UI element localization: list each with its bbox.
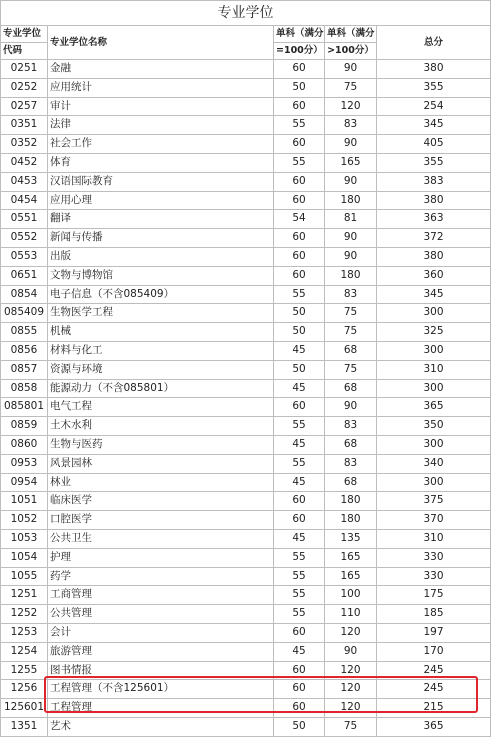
row-total: 330 — [377, 548, 491, 567]
row-single-100: 55 — [274, 417, 325, 436]
row-code: 1051 — [1, 492, 48, 511]
table-row — [1, 492, 491, 511]
row-code: 0552 — [1, 229, 48, 248]
row-single-100: 60 — [274, 398, 325, 417]
table-row — [1, 135, 491, 154]
row-single-100: 60 — [274, 135, 325, 154]
row-single-gt100: 75 — [325, 717, 377, 736]
row-single-gt100: 120 — [325, 97, 377, 116]
table-row — [1, 661, 491, 680]
row-total: 254 — [377, 97, 491, 116]
row-single-gt100: 75 — [325, 360, 377, 379]
row-single-100: 55 — [274, 153, 325, 172]
row-single-gt100: 68 — [325, 435, 377, 454]
header-single-gt100: 单科（满分 — [325, 26, 377, 43]
table-row — [1, 435, 491, 454]
row-total: 345 — [377, 116, 491, 135]
row-total: 372 — [377, 229, 491, 248]
row-code: 125601 — [1, 699, 48, 718]
row-single-gt100: 165 — [325, 153, 377, 172]
header-code: 专业学位 — [1, 26, 48, 43]
row-name: 材料与化工 — [48, 341, 274, 360]
row-single-gt100: 90 — [325, 60, 377, 79]
row-code: 0858 — [1, 379, 48, 398]
row-code: 0954 — [1, 473, 48, 492]
row-total: 405 — [377, 135, 491, 154]
row-single-100: 60 — [274, 60, 325, 79]
row-single-100: 60 — [274, 511, 325, 530]
row-single-gt100: 135 — [325, 529, 377, 548]
row-single-gt100: 68 — [325, 473, 377, 492]
table-row — [1, 172, 491, 191]
row-name: 生物医学工程 — [48, 304, 274, 323]
row-single-100: 45 — [274, 435, 325, 454]
row-code: 0251 — [1, 60, 48, 79]
row-total: 245 — [377, 661, 491, 680]
row-single-gt100: 68 — [325, 379, 377, 398]
row-total: 365 — [377, 398, 491, 417]
row-single-100: 50 — [274, 360, 325, 379]
row-single-100: 60 — [274, 492, 325, 511]
table-row — [1, 473, 491, 492]
row-name: 艺术 — [48, 717, 274, 736]
row-total: 380 — [377, 247, 491, 266]
row-name: 法律 — [48, 116, 274, 135]
row-code: 0860 — [1, 435, 48, 454]
row-code: 0857 — [1, 360, 48, 379]
row-code: 085801 — [1, 398, 48, 417]
row-code: 1256 — [1, 680, 48, 699]
row-single-gt100: 75 — [325, 78, 377, 97]
row-total: 350 — [377, 417, 491, 436]
row-single-100: 60 — [274, 623, 325, 642]
row-name: 公共卫生 — [48, 529, 274, 548]
row-code: 0453 — [1, 172, 48, 191]
row-single-gt100: 90 — [325, 247, 377, 266]
row-total: 300 — [377, 473, 491, 492]
row-name: 审计 — [48, 97, 274, 116]
row-code: 0855 — [1, 323, 48, 342]
row-single-100: 60 — [274, 699, 325, 718]
row-name: 旅游管理 — [48, 642, 274, 661]
row-single-100: 45 — [274, 473, 325, 492]
row-single-100: 45 — [274, 341, 325, 360]
row-name: 护理 — [48, 548, 274, 567]
row-total: 175 — [377, 586, 491, 605]
row-single-gt100: 100 — [325, 586, 377, 605]
row-single-gt100: 180 — [325, 511, 377, 530]
row-code: 1253 — [1, 623, 48, 642]
row-code: 0651 — [1, 266, 48, 285]
row-total: 365 — [377, 717, 491, 736]
row-single-100: 50 — [274, 304, 325, 323]
row-code: 0856 — [1, 341, 48, 360]
table-row — [1, 323, 491, 342]
row-total: 360 — [377, 266, 491, 285]
row-total: 375 — [377, 492, 491, 511]
row-single-100: 45 — [274, 642, 325, 661]
table-row — [1, 680, 491, 699]
table-row — [1, 717, 491, 736]
row-single-gt100: 90 — [325, 172, 377, 191]
row-total: 310 — [377, 360, 491, 379]
row-single-100: 45 — [274, 379, 325, 398]
table-row — [1, 417, 491, 436]
row-single-gt100: 120 — [325, 699, 377, 718]
row-single-gt100: 83 — [325, 116, 377, 135]
header-name: 专业学位名称 — [48, 26, 274, 60]
row-single-100: 60 — [274, 229, 325, 248]
row-total: 355 — [377, 153, 491, 172]
table-row — [1, 153, 491, 172]
row-code: 1254 — [1, 642, 48, 661]
table-row — [1, 229, 491, 248]
row-single-gt100: 90 — [325, 642, 377, 661]
row-name: 新闻与传播 — [48, 229, 274, 248]
table-row — [1, 548, 491, 567]
table-row — [1, 398, 491, 417]
table-row — [1, 567, 491, 586]
header-single-100: 单科（满分 — [274, 26, 325, 43]
table-row — [1, 605, 491, 624]
row-single-100: 60 — [274, 661, 325, 680]
table-row — [1, 699, 491, 718]
row-single-100: 55 — [274, 605, 325, 624]
table-row — [1, 116, 491, 135]
row-single-100: 60 — [274, 680, 325, 699]
table-row — [1, 191, 491, 210]
row-code: 1252 — [1, 605, 48, 624]
table-row — [1, 285, 491, 304]
row-name: 药学 — [48, 567, 274, 586]
row-total: 300 — [377, 435, 491, 454]
row-code: 0454 — [1, 191, 48, 210]
row-total: 310 — [377, 529, 491, 548]
table-row — [1, 454, 491, 473]
row-single-gt100: 180 — [325, 266, 377, 285]
row-single-gt100: 90 — [325, 135, 377, 154]
row-code: 0452 — [1, 153, 48, 172]
row-code: 0953 — [1, 454, 48, 473]
row-single-100: 55 — [274, 285, 325, 304]
row-total: 215 — [377, 699, 491, 718]
row-code: 1251 — [1, 586, 48, 605]
header-row-1 — [1, 26, 491, 43]
row-total: 330 — [377, 567, 491, 586]
row-code: 1053 — [1, 529, 48, 548]
row-code: 1052 — [1, 511, 48, 530]
table-row — [1, 360, 491, 379]
row-single-gt100: 83 — [325, 454, 377, 473]
row-name: 电子信息（不含085409） — [48, 285, 274, 304]
row-code: 1054 — [1, 548, 48, 567]
row-total: 340 — [377, 454, 491, 473]
table-row — [1, 341, 491, 360]
row-total: 345 — [377, 285, 491, 304]
row-name: 电气工程 — [48, 398, 274, 417]
table-row — [1, 304, 491, 323]
table-row — [1, 210, 491, 229]
page-title: 专业学位 — [1, 1, 491, 26]
row-name: 应用统计 — [48, 78, 274, 97]
table-row — [1, 379, 491, 398]
table-row — [1, 97, 491, 116]
row-total: 185 — [377, 605, 491, 624]
row-name: 工程管理 — [48, 699, 274, 718]
row-name: 出版 — [48, 247, 274, 266]
row-name: 应用心理 — [48, 191, 274, 210]
row-name: 社会工作 — [48, 135, 274, 154]
row-code: 085409 — [1, 304, 48, 323]
table-row — [1, 529, 491, 548]
row-single-gt100: 180 — [325, 492, 377, 511]
row-code: 0252 — [1, 78, 48, 97]
row-single-gt100: 180 — [325, 191, 377, 210]
row-total: 363 — [377, 210, 491, 229]
row-name: 工程管理（不含125601） — [48, 680, 274, 699]
row-single-gt100: 120 — [325, 680, 377, 699]
row-single-100: 60 — [274, 172, 325, 191]
table-row — [1, 623, 491, 642]
row-single-100: 50 — [274, 717, 325, 736]
row-code: 0859 — [1, 417, 48, 436]
row-total: 170 — [377, 642, 491, 661]
row-single-gt100: 75 — [325, 323, 377, 342]
row-single-100: 54 — [274, 210, 325, 229]
row-single-100: 55 — [274, 116, 325, 135]
row-code: 0854 — [1, 285, 48, 304]
row-single-gt100: 90 — [325, 398, 377, 417]
row-total: 355 — [377, 78, 491, 97]
header-single-gt100-line2: >100分） — [325, 43, 377, 60]
row-code: 1055 — [1, 567, 48, 586]
row-name: 公共管理 — [48, 605, 274, 624]
row-total: 300 — [377, 341, 491, 360]
row-single-100: 55 — [274, 454, 325, 473]
row-code: 0257 — [1, 97, 48, 116]
table-row — [1, 511, 491, 530]
title-row — [1, 1, 491, 26]
row-single-100: 55 — [274, 567, 325, 586]
table-row — [1, 266, 491, 285]
row-single-100: 60 — [274, 266, 325, 285]
row-single-gt100: 68 — [325, 341, 377, 360]
row-total: 300 — [377, 379, 491, 398]
row-name: 机械 — [48, 323, 274, 342]
table-row — [1, 60, 491, 79]
row-name: 体育 — [48, 153, 274, 172]
table-row — [1, 247, 491, 266]
row-name: 工商管理 — [48, 586, 274, 605]
row-code: 0352 — [1, 135, 48, 154]
row-single-100: 55 — [274, 548, 325, 567]
row-name: 临床医学 — [48, 492, 274, 511]
row-total: 380 — [377, 191, 491, 210]
row-single-gt100: 83 — [325, 417, 377, 436]
row-name: 土木水利 — [48, 417, 274, 436]
row-total: 197 — [377, 623, 491, 642]
table-row — [1, 642, 491, 661]
row-name: 风景园林 — [48, 454, 274, 473]
row-total: 300 — [377, 304, 491, 323]
row-total: 325 — [377, 323, 491, 342]
row-total: 245 — [377, 680, 491, 699]
table-row — [1, 586, 491, 605]
row-single-gt100: 75 — [325, 304, 377, 323]
row-name: 金融 — [48, 60, 274, 79]
row-code: 0551 — [1, 210, 48, 229]
row-name: 图书情报 — [48, 661, 274, 680]
header-code-line2: 代码 — [1, 43, 48, 60]
row-single-100: 60 — [274, 97, 325, 116]
row-single-gt100: 81 — [325, 210, 377, 229]
row-name: 口腔医学 — [48, 511, 274, 530]
row-name: 文物与博物馆 — [48, 266, 274, 285]
row-name: 资源与环境 — [48, 360, 274, 379]
row-code: 0351 — [1, 116, 48, 135]
row-code: 1351 — [1, 717, 48, 736]
row-total: 380 — [377, 60, 491, 79]
row-name: 能源动力（不含085801） — [48, 379, 274, 398]
row-name: 生物与医药 — [48, 435, 274, 454]
row-single-gt100: 90 — [325, 229, 377, 248]
row-single-100: 50 — [274, 78, 325, 97]
header-total: 总分 — [377, 26, 491, 60]
row-single-gt100: 120 — [325, 623, 377, 642]
row-code: 1255 — [1, 661, 48, 680]
header-single-100-line2: =100分） — [274, 43, 325, 60]
row-single-gt100: 165 — [325, 567, 377, 586]
row-single-gt100: 165 — [325, 548, 377, 567]
row-single-100: 55 — [274, 586, 325, 605]
row-single-100: 60 — [274, 191, 325, 210]
row-total: 383 — [377, 172, 491, 191]
row-name: 翻译 — [48, 210, 274, 229]
row-single-100: 60 — [274, 247, 325, 266]
row-single-100: 50 — [274, 323, 325, 342]
row-single-gt100: 110 — [325, 605, 377, 624]
row-single-gt100: 120 — [325, 661, 377, 680]
row-single-100: 45 — [274, 529, 325, 548]
table-row — [1, 78, 491, 97]
row-name: 汉语国际教育 — [48, 172, 274, 191]
row-name: 林业 — [48, 473, 274, 492]
row-single-gt100: 83 — [325, 285, 377, 304]
row-code: 0553 — [1, 247, 48, 266]
row-name: 会计 — [48, 623, 274, 642]
row-total: 370 — [377, 511, 491, 530]
